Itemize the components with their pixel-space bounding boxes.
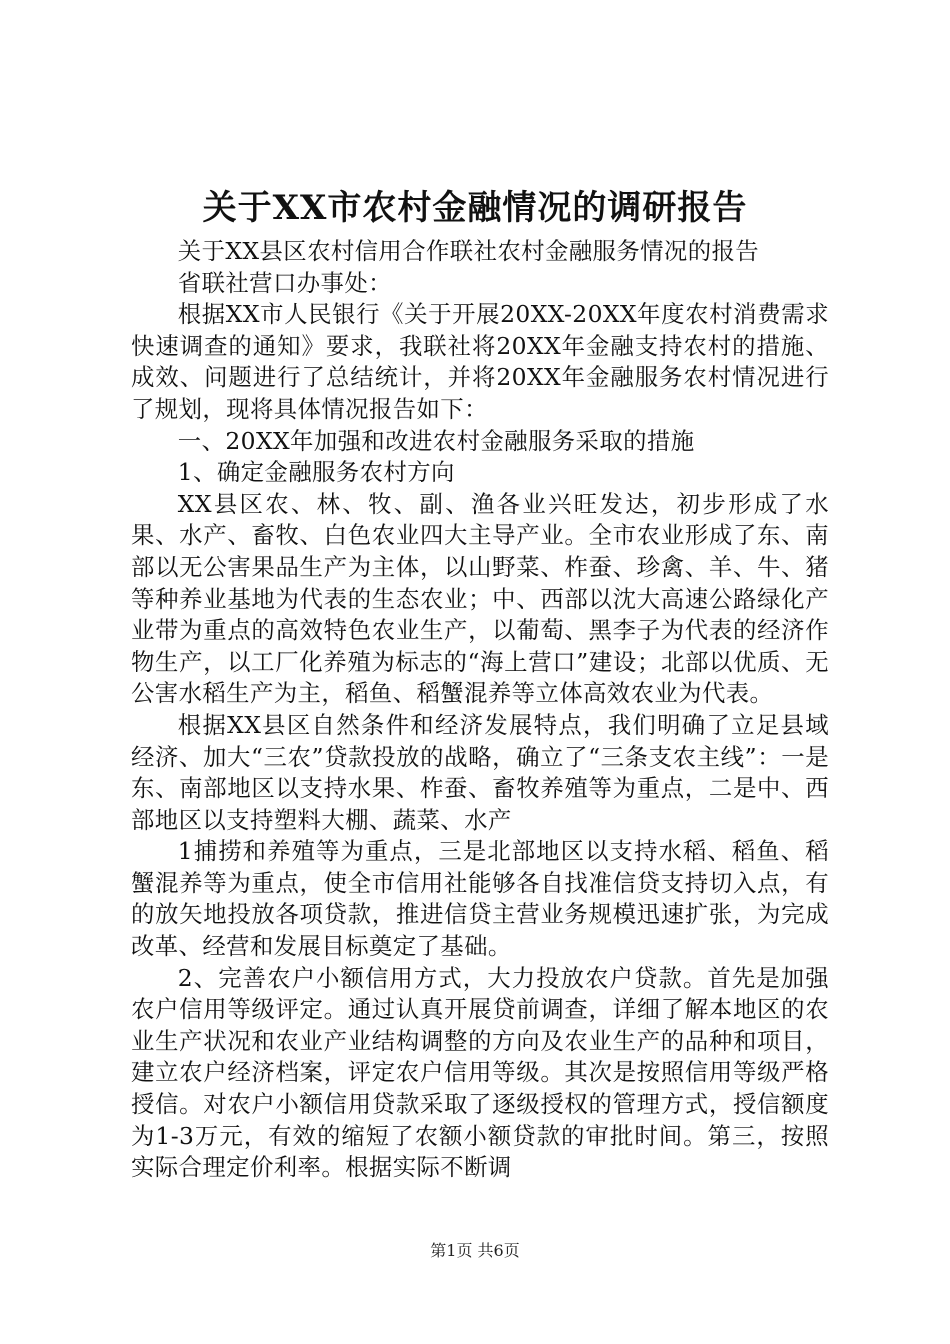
section-heading-measures: 一、20XX年加强和改进农村金融服务采取的措施 xyxy=(177,426,695,455)
subsection-heading-direction: 1、确定金融服务农村方向 xyxy=(177,458,455,487)
paragraph-recipient: 省联社营口办事处： xyxy=(177,268,392,297)
paragraph-report-heading: 关于XX县区农村信用合作联社农村金融服务情况的报告 xyxy=(177,237,760,265)
paragraph-microcredit: 2、完善农户小额信用方式，大力投放农户贷款。首先是加强农户信用等级评定。通过认真开展贷前调查，详细了解本地区的农业生产状况和农业产业结构调整的方向及农业生产的品种和项目，建立农户经济档案，评定农户信用等级。其次是按照信用等级严格授信。对农户小额信用贷款采取了逐级授权的管理方式，授信额度为1-3万元，有效的缩短了农额小额贷款的审批时间。第三，按照实际合理定价利率。根据实际不断调 xyxy=(131,963,829,1182)
paragraph-intro: 根据XX市人民银行《关于开展20XX-20XX年度农村消费需求快速调查的通知》要求，我联社将20XX年金融支持农村的措施、成效、问题进行了总结统计，并将20XX年金融服务农村情况进行了规划，现将具体情况报告如下： xyxy=(131,300,829,423)
page-number: 第1页 共6页 xyxy=(430,1241,520,1260)
paragraph-agriculture: XX县区农、林、牧、副、渔各业兴旺发达，初步形成了水果、水产、畜牧、白色农业四大主导产业。全市农业形成了东、南部以无公害果品生产为主体，以山野菜、柞蚕、珍禽、羊、牛、猪等种养业基地为代表的生态农业；中、西部以沈大高速公路绿化产业带为重点的高效特色农业生产，以葡萄、黑李子为代表的经济作物生产，以工厂化养殖为标志的“海上营口”建设；北部以优质、无公害水稻生产为主，稻鱼、稻蟹混养等立体高效农业为代表。 xyxy=(131,489,829,708)
document-title: 关于XX市农村金融情况的调研报告 xyxy=(202,188,748,228)
paragraph-strategy-continued: 1捕捞和养殖等为重点，三是北部地区以支持水稻、稻鱼、稻蟹混养等为重点，使全市信用社能够各自找准信贷支持切入点，有的放矢地投放各项贷款，推进信贷主营业务规模迅速扩张，为完成改革、经营和发展目标奠定了基础。 xyxy=(131,837,829,961)
document-body xyxy=(131,236,829,1184)
paragraph-strategy: 根据XX县区自然条件和经济发展特点，我们明确了立足县域经济、加大“三农”贷款投放的战略，确立了“三条支农主线”：一是东、南部地区以支持水果、柞蚕、畜牧养殖等为重点，二是中、西部地区以支持塑料大棚、蔬菜、水产 xyxy=(131,710,829,834)
